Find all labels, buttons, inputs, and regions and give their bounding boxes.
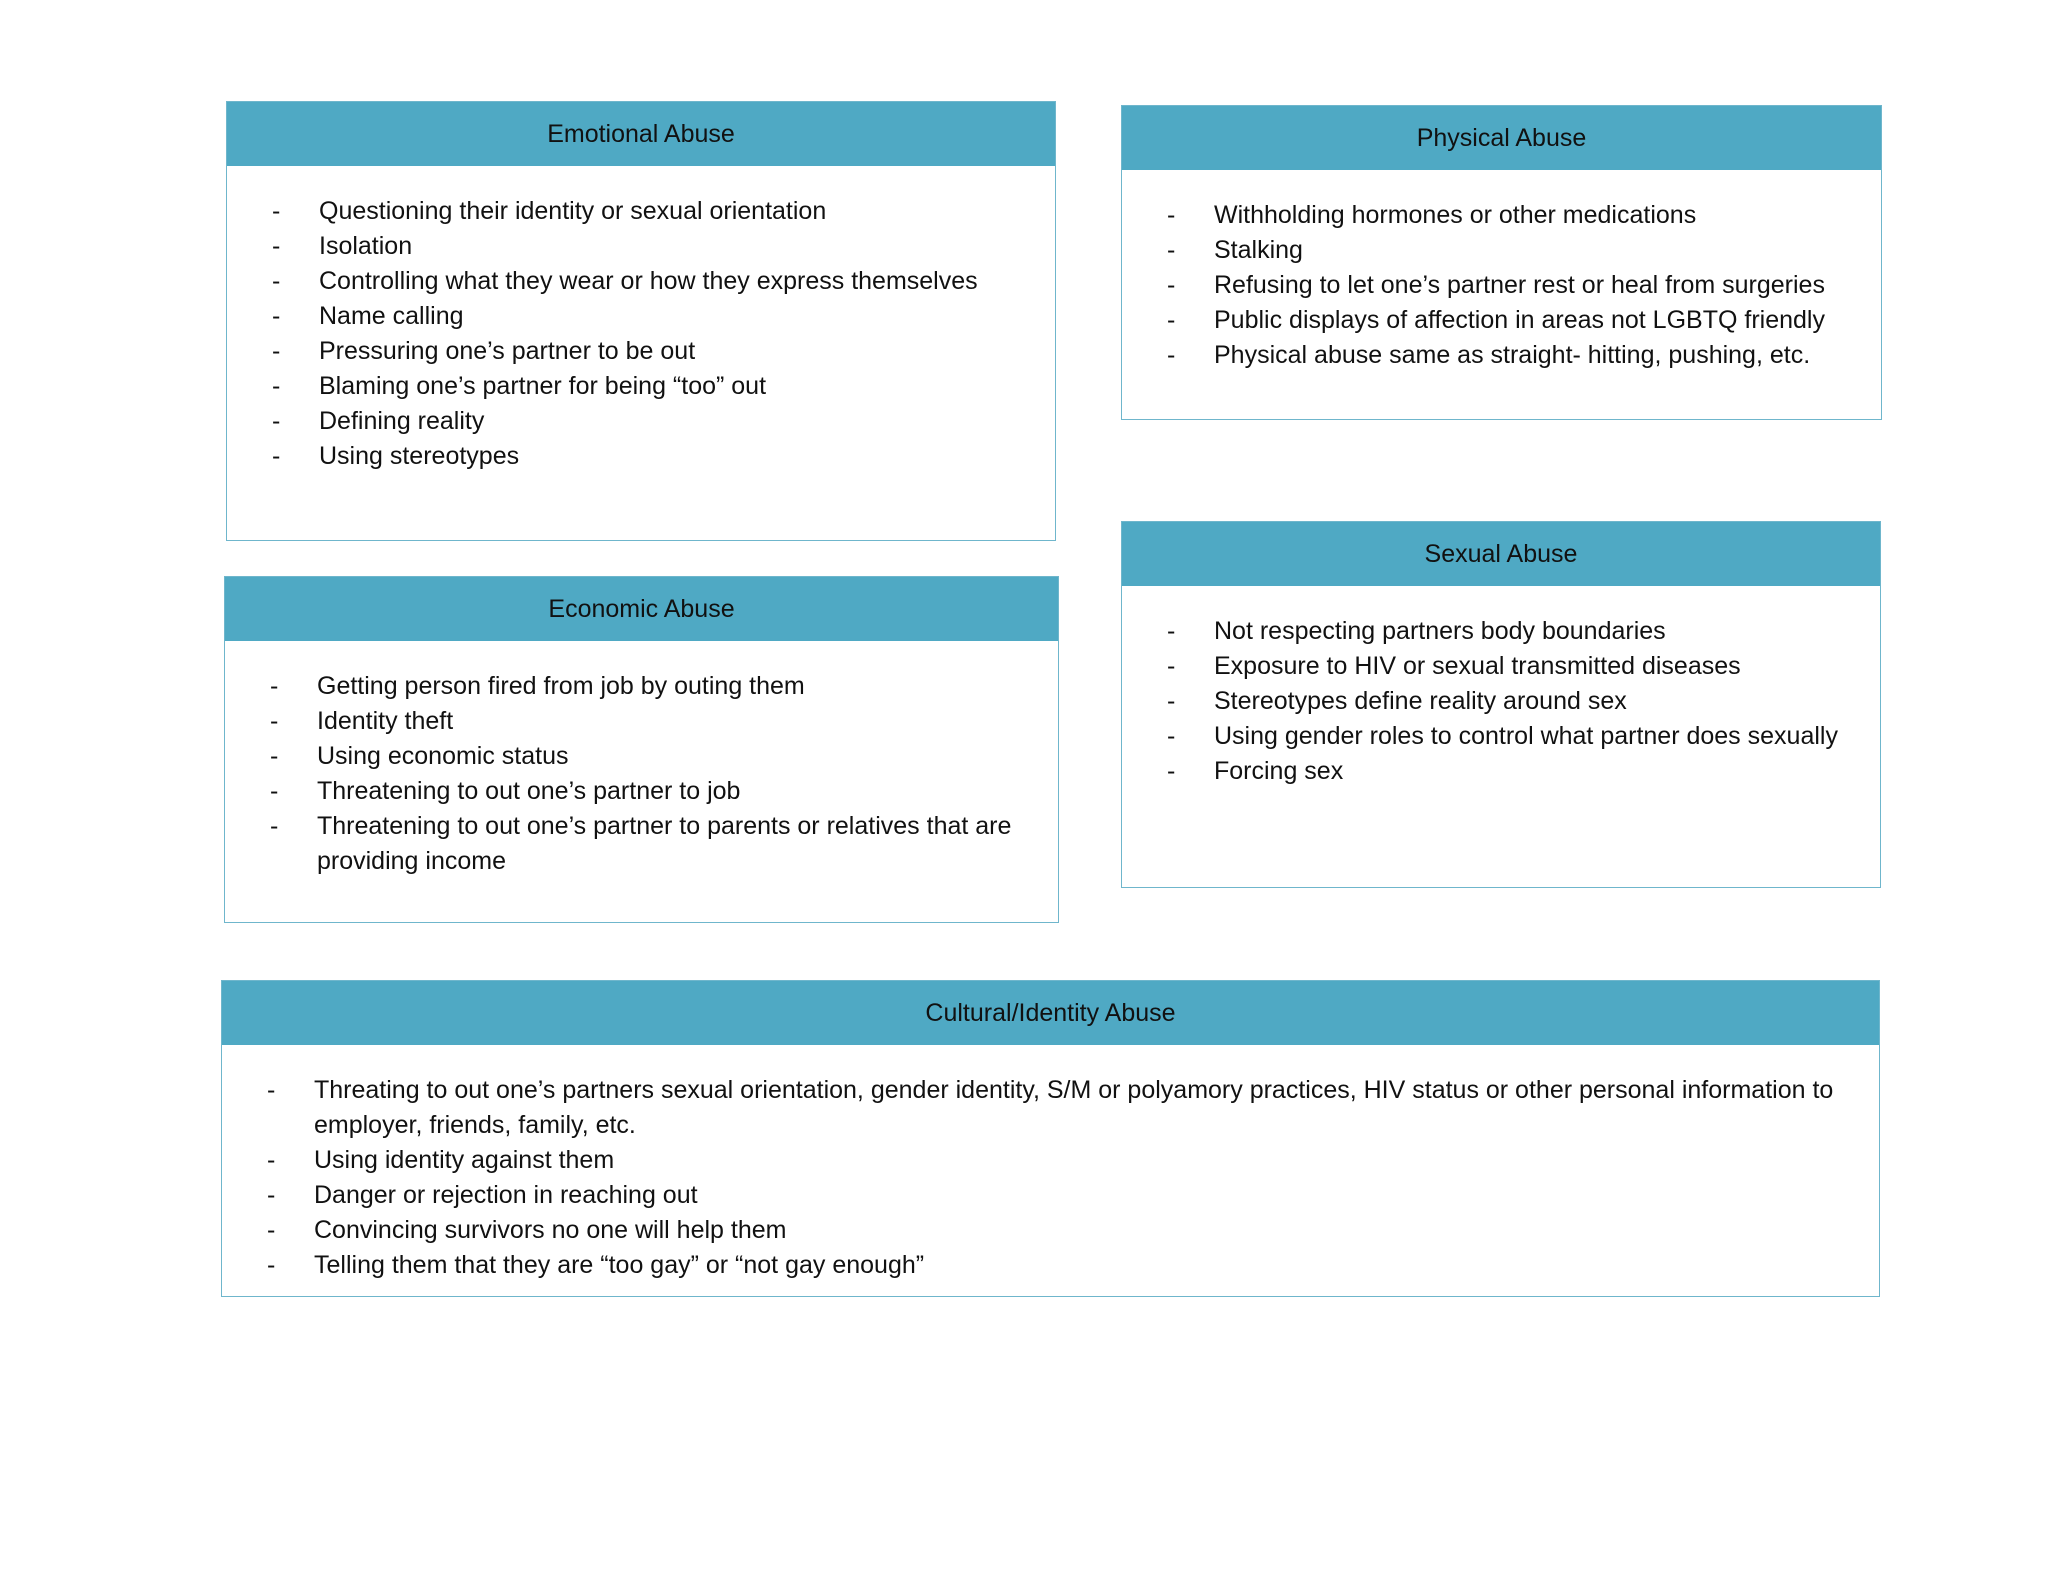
list-item: - Public displays of affection in areas not LGBTQ friendly (1167, 303, 1877, 338)
list-item: - Physical abuse same as straight- hitting, pushing, etc. (1167, 338, 1877, 373)
list-item: - Getting person fired from job by outing them (270, 669, 1030, 704)
list-item: - Refusing to let one’s partner rest or heal from surgeries (1167, 268, 1877, 303)
list-item: - Blaming one’s partner for being “too” out (272, 369, 1042, 404)
sexual-abuse-title: Sexual Abuse (1122, 522, 1880, 586)
physical-abuse-box (1121, 105, 1882, 420)
emotional-abuse-title: Emotional Abuse (227, 102, 1055, 166)
sexual-abuse-list (1167, 614, 1877, 789)
list-item: - Threatening to out one’s partner to parents or relatives that are providing income (270, 809, 1030, 879)
list-item: - Convincing survivors no one will help them (267, 1213, 1847, 1248)
physical-abuse-list (1167, 198, 1877, 373)
cultural-identity-abuse-box (221, 980, 1880, 1297)
economic-abuse-title: Economic Abuse (225, 577, 1058, 641)
economic-abuse-box (224, 576, 1059, 923)
list-item: - Using economic status (270, 739, 1030, 774)
emotional-abuse-list (272, 194, 1042, 474)
list-item: - Using stereotypes (272, 439, 1042, 474)
cultural-identity-abuse-list (267, 1073, 1847, 1283)
list-item: - Questioning their identity or sexual orientation (272, 194, 1042, 229)
list-item: - Threatening to out one’s partner to job (270, 774, 1030, 809)
economic-abuse-list (270, 669, 1030, 879)
sexual-abuse-box (1121, 521, 1881, 888)
list-item: - Using gender roles to control what partner does sexually (1167, 719, 1877, 754)
list-item: - Controlling what they wear or how they express themselves (272, 264, 1042, 299)
list-item: - Identity theft (270, 704, 1030, 739)
list-item: - Danger or rejection in reaching out (267, 1178, 1847, 1213)
cultural-identity-abuse-title: Cultural/Identity Abuse (222, 981, 1879, 1045)
list-item: - Forcing sex (1167, 754, 1877, 789)
list-item: - Withholding hormones or other medications (1167, 198, 1877, 233)
emotional-abuse-box (226, 101, 1056, 541)
list-item: - Name calling (272, 299, 1042, 334)
list-item: - Pressuring one’s partner to be out (272, 334, 1042, 369)
list-item: - Stereotypes define reality around sex (1167, 684, 1877, 719)
list-item: - Exposure to HIV or sexual transmitted diseases (1167, 649, 1877, 684)
list-item: - Threating to out one’s partners sexual orientation, gender identity, S/M or polyamory practices, HIV status or other personal information to employer, friends, family, etc. (267, 1073, 1847, 1143)
list-item: - Defining reality (272, 404, 1042, 439)
list-item: - Using identity against them (267, 1143, 1847, 1178)
list-item: - Telling them that they are “too gay” or “not gay enough” (267, 1248, 1847, 1283)
list-item: - Isolation (272, 229, 1042, 264)
physical-abuse-title: Physical Abuse (1122, 106, 1881, 170)
list-item: - Stalking (1167, 233, 1877, 268)
list-item: - Not respecting partners body boundaries (1167, 614, 1877, 649)
